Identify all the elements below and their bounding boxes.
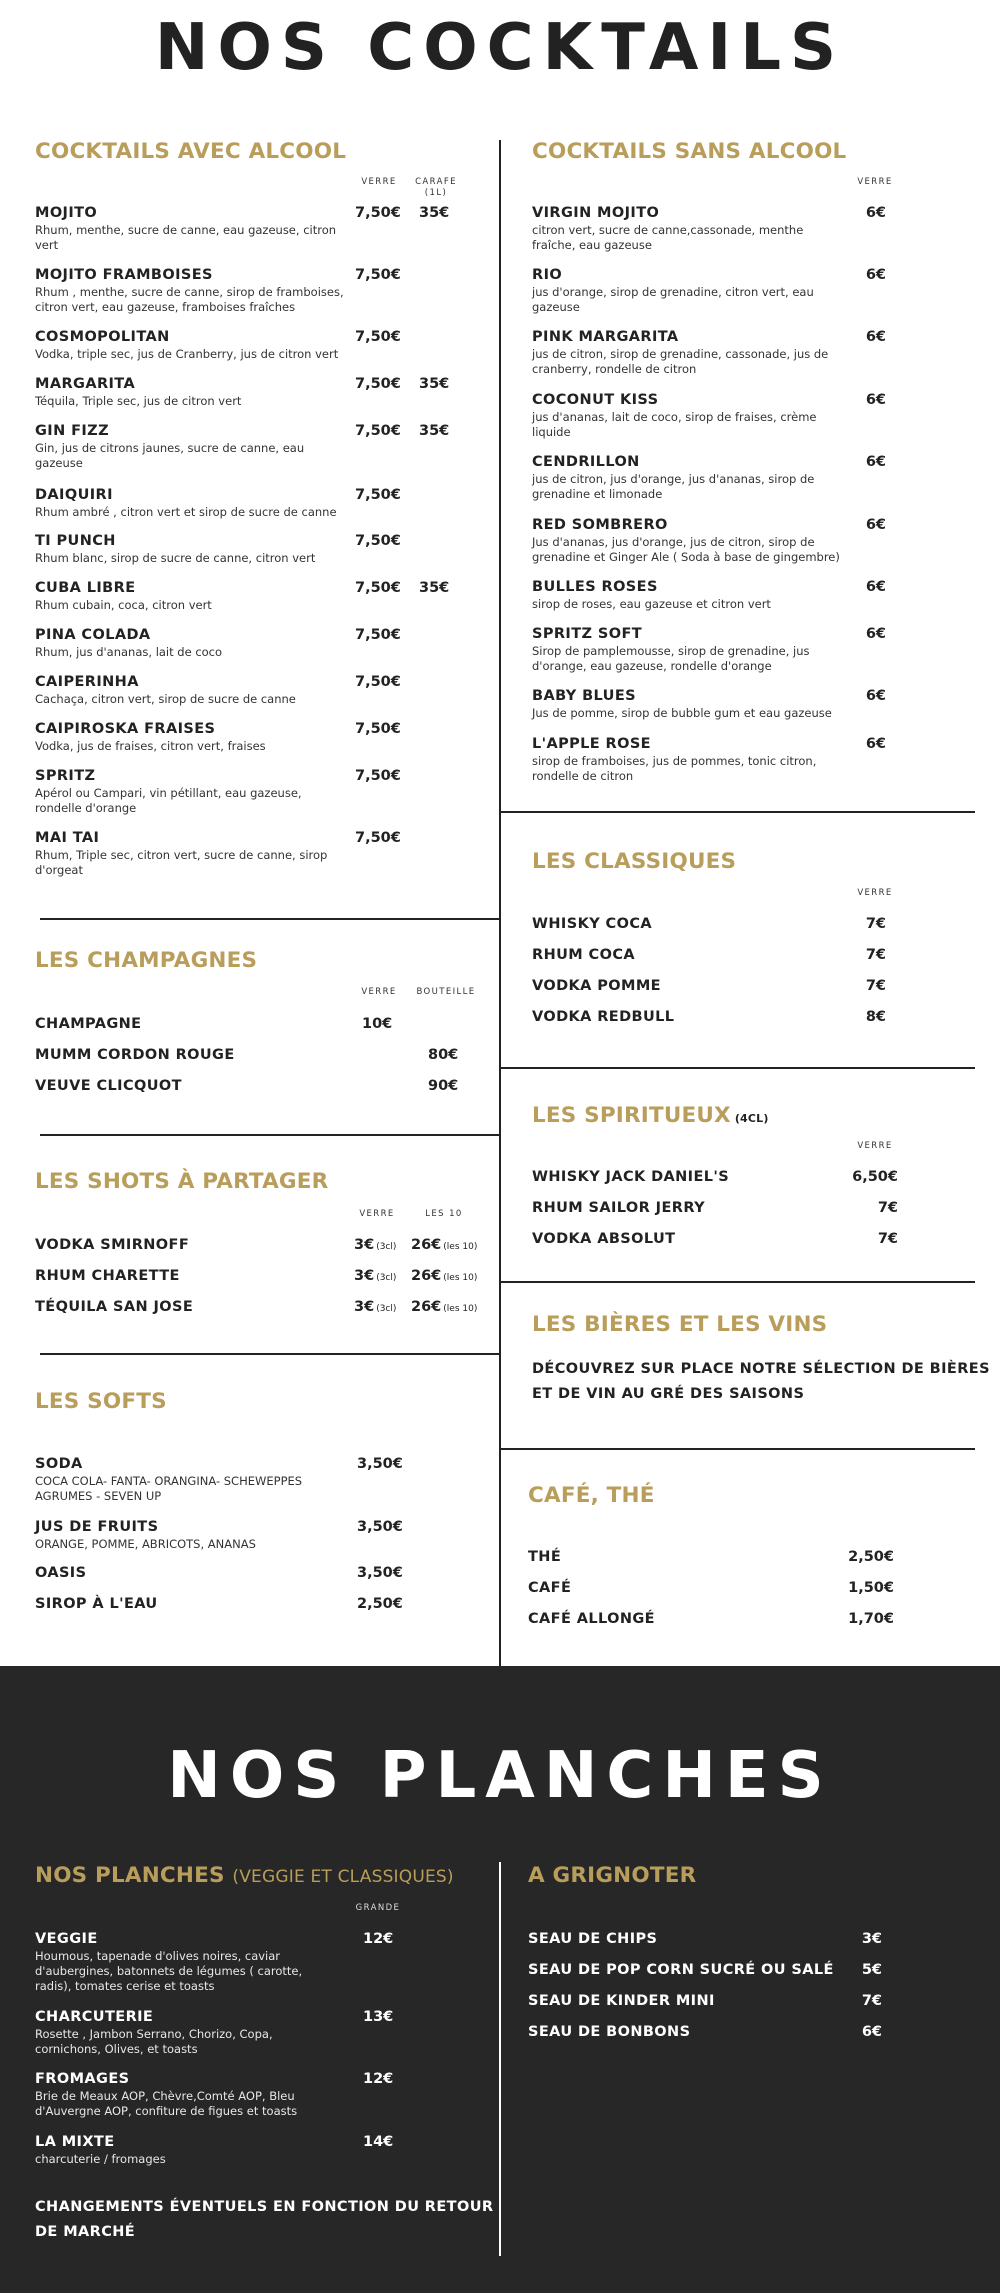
item-price: 6€ (865, 736, 886, 752)
item-price: 5€ (861, 1962, 882, 1978)
menu-item (35, 1046, 335, 1064)
col-head-grande: GRANDE (355, 1903, 401, 1913)
menu-item (35, 1236, 335, 1254)
item-name: SEAU DE BONBONS (528, 2024, 691, 2040)
item-description: Jus de pomme, sirop de bubble gum et eau gazeuse (532, 706, 832, 720)
menu-item (528, 1548, 828, 1566)
menu-item (35, 1595, 335, 1613)
item-price: 7€ (877, 1200, 898, 1216)
price-unit: (les 10) (443, 1242, 478, 1252)
menu-item (532, 1199, 832, 1217)
item-name: GIN FIZZ (35, 423, 110, 439)
item-name: RHUM CHARETTE (35, 1268, 180, 1284)
section-title-champagnes: LES CHAMPAGNES (35, 948, 258, 973)
item-name: MOJITO FRAMBOISES (35, 267, 213, 283)
item-description: Rhum blanc, sirop de sucre de canne, citron vert (35, 551, 316, 565)
item-price: 35€ (419, 423, 450, 439)
item-description: sirop de roses, eau gazeuse et citron vert (532, 597, 771, 611)
item-name: VODKA REDBULL (532, 1009, 675, 1025)
item-description: jus de citron, jus d'orange, jus d'ananas, sirop de grenadine et limonade (532, 472, 815, 501)
item-price: 10€ (362, 1016, 393, 1032)
item-name: VEGGIE (35, 1931, 98, 1947)
menu-item (35, 579, 345, 613)
item-price: 3,50€ (357, 1519, 403, 1535)
section-title-shots: LES SHOTS À PARTAGER (35, 1169, 329, 1194)
item-price: 7,50€ (355, 627, 401, 643)
menu-item (35, 1518, 335, 1552)
item-price: 7,50€ (355, 674, 401, 690)
menu-item (528, 1992, 828, 2010)
item-name: PINA COLADA (35, 627, 151, 643)
item-name: BABY BLUES (532, 688, 636, 704)
item-name: CAIPIROSKA FRAISES (35, 721, 216, 737)
section-title-classiques: LES CLASSIQUES (532, 849, 737, 874)
divider (501, 811, 975, 813)
menu-item (35, 2008, 340, 2057)
item-name: MUMM CORDON ROUGE (35, 1047, 235, 1063)
menu-item (35, 204, 345, 253)
col-head-verre: VERRE (857, 1141, 893, 1151)
item-name: CAFÉ ALLONGÉ (528, 1611, 655, 1627)
item-name: CAFÉ (528, 1580, 572, 1596)
item-price: 13€ (363, 2009, 394, 2025)
item-price: 6€ (865, 454, 886, 470)
item-description: Sirop de pamplemousse, sirop de grenadine, jus d'orange, eau gazeuse, rondelle d'orange (532, 644, 810, 673)
item-description: citron vert, sucre de canne,cassonade, menthe fraîche, eau gazeuse (532, 223, 804, 252)
item-description: Rhum , menthe, sucre de canne, sirop de framboises, citron vert, eau gazeuse, framboises fraîches (35, 285, 344, 314)
planches-note: CHANGEMENTS ÉVENTUELS EN FONCTION DU RETOUR DE MARCHÉ (35, 2199, 494, 2240)
menu-item (35, 266, 345, 315)
item-name: CAIPERINHA (35, 674, 139, 690)
item-description: jus de citron, sirop de grenadine, cassonade, jus de cranberry, rondelle de citron (532, 347, 829, 376)
menu-item (35, 1267, 335, 1285)
item-description: Téquila, Triple sec, jus de citron vert (35, 394, 242, 408)
item-name: OASIS (35, 1565, 87, 1581)
item-name: RED SOMBRERO (532, 517, 668, 533)
item-description: Rhum cubain, coca, citron vert (35, 598, 212, 612)
item-name: SPRITZ SOFT (532, 626, 643, 642)
item-price: 7€ (865, 916, 886, 932)
item-price: 12€ (363, 1931, 394, 1947)
col-head-verre: VERRE (857, 888, 893, 898)
section-title-planches: NOS PLANCHES (VEGGIE ET CLASSIQUES) (35, 1863, 454, 1888)
menu-item (532, 915, 832, 933)
menu-item (35, 1298, 335, 1316)
item-description: jus d'orange, sirop de grenadine, citron vert, eau gazeuse (532, 285, 814, 314)
item-description: Cachaça, citron vert, sirop de sucre de canne (35, 692, 296, 706)
item-name: L'APPLE ROSE (532, 736, 651, 752)
item-price: 1,70€ (848, 1611, 894, 1627)
col-head-bouteille: BOUTEILLE (416, 987, 476, 997)
menu-item (35, 626, 345, 660)
item-price: 3€ (3cl) (354, 1237, 397, 1253)
item-price: 7,50€ (355, 423, 401, 439)
item-name: LA MIXTE (35, 2134, 115, 2150)
column-divider (499, 140, 501, 1668)
item-description: charcuterie / fromages (35, 2152, 166, 2166)
item-price: 7,50€ (355, 533, 401, 549)
item-price: 7,50€ (355, 267, 401, 283)
divider (501, 1067, 975, 1069)
price-unit: (les 10) (443, 1273, 478, 1283)
item-name: RHUM COCA (532, 947, 635, 963)
item-price: 7€ (865, 978, 886, 994)
menu-item (532, 946, 832, 964)
menu-item (532, 453, 844, 502)
item-description: Vodka, triple sec, jus de Cranberry, jus de citron vert (35, 347, 339, 361)
item-price: 8€ (865, 1009, 886, 1025)
divider (40, 1353, 499, 1355)
section-title-grignoter: A GRIGNOTER (528, 1863, 697, 1888)
item-name: VODKA ABSOLUT (532, 1231, 676, 1247)
item-name: SEAU DE CHIPS (528, 1931, 658, 1947)
item-price: 6€ (865, 688, 886, 704)
menu-item (35, 328, 345, 362)
menu-item (532, 204, 844, 253)
item-price: 3,50€ (357, 1456, 403, 1472)
menu-item (532, 328, 844, 377)
item-name: VEUVE CLICQUOT (35, 1078, 182, 1094)
item-name: CHARCUTERIE (35, 2009, 154, 2025)
col-head-les10: LES 10 (425, 1209, 463, 1219)
menu-item (35, 673, 345, 707)
item-price: 35€ (419, 580, 450, 596)
item-price: 26€ (les 10) (411, 1299, 478, 1315)
item-description: Gin, jus de citrons jaunes, sucre de canne, eau gazeuse (35, 441, 305, 470)
item-price: 7€ (865, 947, 886, 963)
section-title-spiritueux: LES SPIRITUEUX (4CL) (532, 1103, 769, 1128)
item-price: 7,50€ (355, 329, 401, 345)
item-name: SEAU DE KINDER MINI (528, 1993, 715, 2009)
item-price: 7,50€ (355, 768, 401, 784)
menu-item (35, 1930, 340, 1994)
item-price: 80€ (428, 1047, 459, 1063)
col-head-verre: VERRE (857, 177, 893, 187)
bieres-text: DÉCOUVREZ SUR PLACE NOTRE SÉLECTION DE BIÈRES ET DE VIN AU GRÉ DES SAISONS (532, 1361, 990, 1402)
menu-item (528, 1961, 834, 1979)
section-title-cafe: CAFÉ, THÉ (528, 1483, 655, 1508)
item-name: DAIQUIRI (35, 487, 113, 503)
item-description: Rhum, jus d'ananas, lait de coco (35, 645, 223, 659)
item-price: 6€ (865, 626, 886, 642)
menu-item (528, 1610, 828, 1628)
item-price: 7€ (877, 1231, 898, 1247)
price-unit: (3cl) (376, 1273, 397, 1283)
item-name: TÉQUILA SAN JOSE (35, 1299, 194, 1315)
menu-item (35, 486, 345, 520)
item-description: Vodka, jus de fraises, citron vert, fraises (35, 739, 266, 753)
item-price: 7,50€ (355, 487, 401, 503)
item-name: TI PUNCH (35, 533, 116, 549)
item-name: FROMAGES (35, 2071, 130, 2087)
item-price: 7,50€ (355, 830, 401, 846)
price-unit: (3cl) (376, 1304, 397, 1314)
item-name: VODKA SMIRNOFF (35, 1237, 190, 1253)
item-name: VODKA POMME (532, 978, 661, 994)
item-description: jus d'ananas, lait de coco, sirop de fraises, crème liquide (532, 410, 817, 439)
section-title-bieres: LES BIÈRES ET LES VINS (532, 1312, 828, 1337)
menu-item (35, 1564, 335, 1582)
menu-item (532, 1168, 832, 1186)
menu-item (35, 767, 345, 816)
menu-item (35, 422, 345, 471)
divider (40, 1134, 499, 1136)
item-price: 6€ (865, 517, 886, 533)
item-name: CUBA LIBRE (35, 580, 136, 596)
item-name: WHISKY JACK DANIEL'S (532, 1169, 730, 1185)
item-price: 35€ (419, 205, 450, 221)
item-price: 7,50€ (355, 205, 401, 221)
item-name: PINK MARGARITA (532, 329, 679, 345)
item-name: COCONUT KISS (532, 392, 659, 408)
item-description: Apérol ou Campari, vin pétillant, eau gazeuse, rondelle d'orange (35, 786, 302, 815)
menu-item (532, 1230, 832, 1248)
menu-item (532, 735, 844, 784)
item-price: 3€ (3cl) (354, 1299, 397, 1315)
section-title-avec-alcool: COCKTAILS AVEC ALCOOL (35, 139, 347, 164)
item-description: sirop de framboises, jus de pommes, tonic citron, rondelle de citron (532, 754, 817, 783)
item-price: 12€ (363, 2071, 394, 2087)
divider (501, 1448, 975, 1450)
item-price: 6€ (865, 579, 886, 595)
item-name: CENDRILLON (532, 454, 640, 470)
item-name: RHUM SAILOR JERRY (532, 1200, 706, 1216)
planches-page-title: NOS PLANCHES (167, 1739, 833, 1813)
planches-panel (0, 1666, 1000, 2293)
section-title-softs: LES SOFTS (35, 1389, 167, 1414)
menu-item (532, 516, 844, 565)
price-unit: (les 10) (443, 1304, 478, 1314)
menu-item (35, 829, 345, 878)
item-description: Rhum, Triple sec, citron vert, sucre de canne, sirop d'orgeat (35, 848, 328, 877)
item-price: 7,50€ (355, 580, 401, 596)
item-price: 6€ (861, 2024, 882, 2040)
column-divider (499, 1862, 501, 2256)
item-price: 7,50€ (355, 721, 401, 737)
menu-item (528, 2023, 828, 2041)
item-description: ORANGE, POMME, ABRICOTS, ANANAS (35, 1537, 256, 1551)
menu-item (532, 625, 844, 674)
col-head-carafe: CARAFE (1L) (415, 177, 457, 198)
page-title: NOS COCKTAILS (154, 11, 846, 85)
item-description: Rhum, menthe, sucre de canne, eau gazeuse, citron vert (35, 223, 337, 252)
item-name: SIROP À L'EAU (35, 1596, 158, 1612)
item-price: 1,50€ (848, 1580, 894, 1596)
item-name: COSMOPOLITAN (35, 329, 170, 345)
item-name: WHISKY COCA (532, 916, 652, 932)
col-head-verre: VERRE (361, 177, 397, 187)
item-price: 7€ (861, 1993, 882, 2009)
menu-item (532, 266, 844, 315)
item-price: 6€ (865, 329, 886, 345)
menu-item (528, 1579, 828, 1597)
menu-item (532, 578, 844, 612)
item-price: 6€ (865, 267, 886, 283)
menu-item (532, 1008, 832, 1026)
item-price: 3€ (861, 1931, 882, 1947)
item-price: 2,50€ (357, 1596, 403, 1612)
divider (40, 918, 499, 920)
menu-item (532, 391, 844, 440)
menu-item (35, 2133, 340, 2167)
item-price: 3€ (3cl) (354, 1268, 397, 1284)
item-name: JUS DE FRUITS (35, 1519, 159, 1535)
item-price: 6€ (865, 205, 886, 221)
item-name: MAI TAI (35, 830, 100, 846)
item-name: RIO (532, 267, 563, 283)
item-price: 7,50€ (355, 376, 401, 392)
menu-item (35, 1455, 335, 1504)
item-price: 6€ (865, 392, 886, 408)
item-price: 14€ (363, 2134, 394, 2150)
price-unit: (3cl) (376, 1242, 397, 1252)
item-price: 2,50€ (848, 1549, 894, 1565)
item-price: 90€ (428, 1078, 459, 1094)
item-description: Houmous, tapenade d'olives noires, caviar d'aubergines, batonnets de légumes ( carotte, radis), tomates cerise et toasts (35, 1949, 303, 1993)
menu-item (35, 532, 345, 566)
menu-item (532, 977, 832, 995)
menu-item (528, 1930, 828, 1948)
item-name: BULLES ROSES (532, 579, 658, 595)
item-description: Rosette , Jambon Serrano, Chorizo, Copa, cornichons, Olives, et toasts (35, 2027, 273, 2056)
item-name: SEAU DE POP CORN SUCRÉ OU SALÉ (528, 1962, 834, 1978)
item-name: SODA (35, 1456, 83, 1472)
item-name: SPRITZ (35, 768, 96, 784)
item-name: CHAMPAGNE (35, 1016, 142, 1032)
item-price: 6,50€ (852, 1169, 898, 1185)
divider (501, 1281, 975, 1283)
col-head-verre: VERRE (359, 1209, 395, 1219)
item-description: Jus d'ananas, jus d'orange, jus de citron, sirop de grenadine et Ginger Ale ( Soda à base de gingembre) (532, 535, 840, 564)
section-title-sans-alcool: COCKTAILS SANS ALCOOL (532, 139, 847, 164)
item-name: MOJITO (35, 205, 98, 221)
item-description: Brie de Meaux AOP, Chèvre,Comté AOP, Bleu d'Auvergne AOP, confiture de figues et toasts (35, 2089, 298, 2118)
item-price: 26€ (les 10) (411, 1268, 478, 1284)
item-name: VIRGIN MOJITO (532, 205, 660, 221)
menu-item (35, 720, 345, 754)
menu-item (35, 1077, 335, 1095)
item-description: COCA COLA- FANTA- ORANGINA- SCHEWEPPES AGRUMES - SEVEN UP (35, 1474, 303, 1503)
menu-item (532, 687, 844, 721)
item-price: 3,50€ (357, 1565, 403, 1581)
item-name: MARGARITA (35, 376, 136, 392)
item-price: 35€ (419, 376, 450, 392)
item-description: Rhum ambré , citron vert et sirop de sucre de canne (35, 505, 337, 519)
item-price: 26€ (les 10) (411, 1237, 478, 1253)
menu-item (35, 1015, 335, 1033)
col-head-verre: VERRE (361, 987, 397, 997)
menu-item (35, 2070, 340, 2119)
item-name: THÉ (528, 1549, 562, 1565)
menu-item (35, 375, 345, 409)
